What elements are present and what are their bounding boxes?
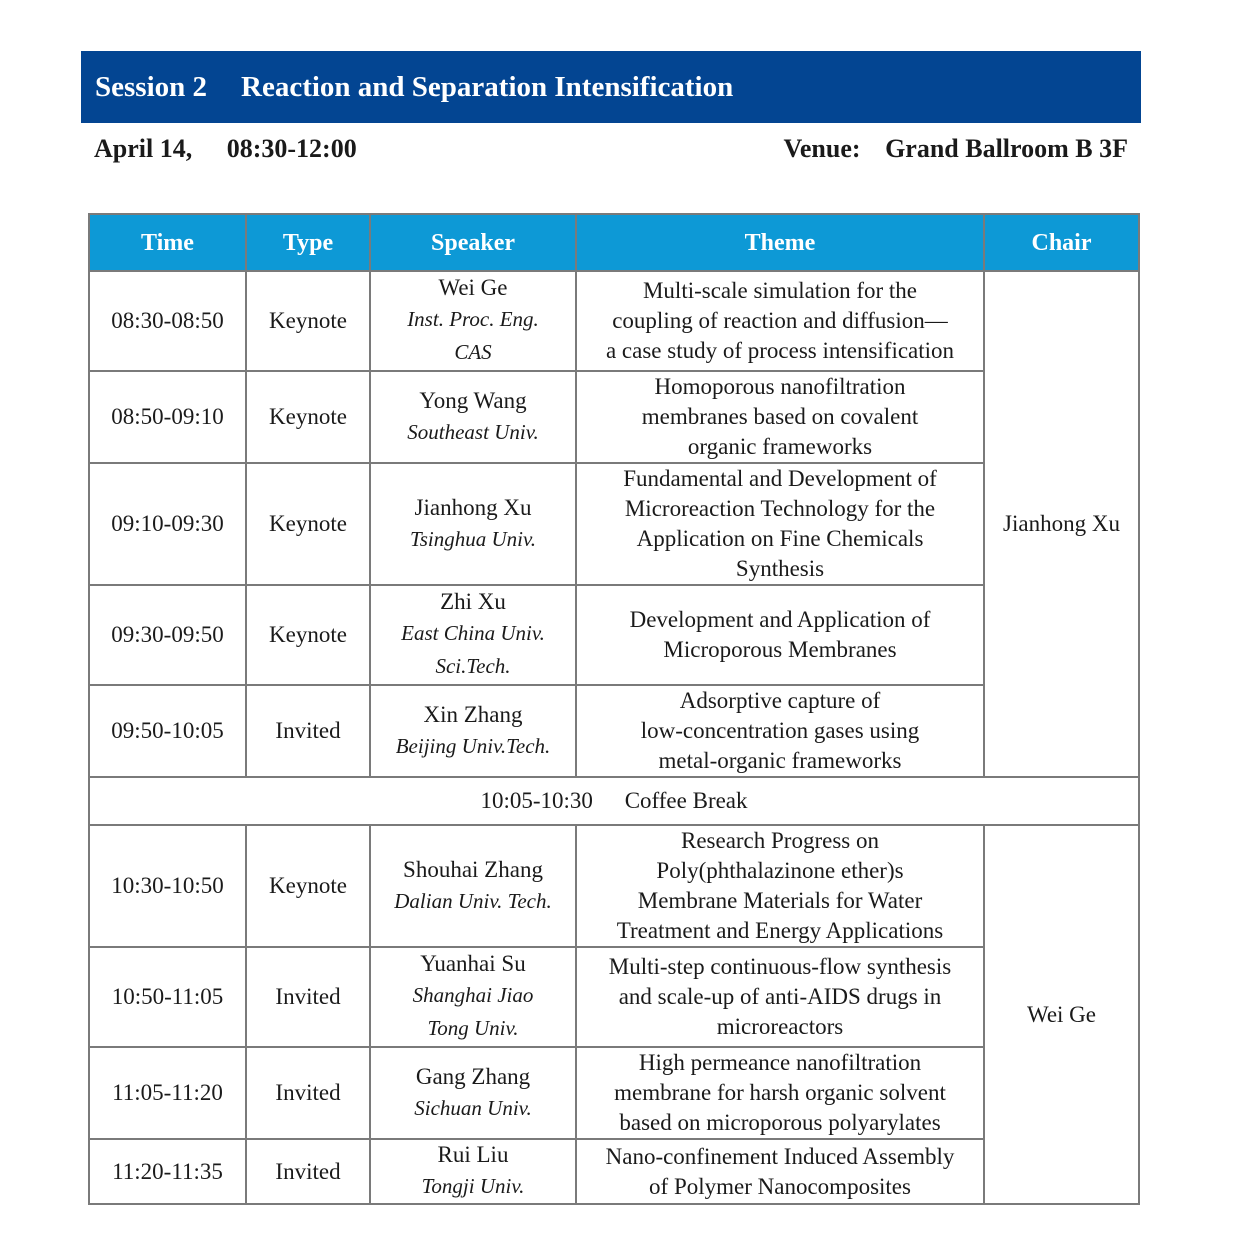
speaker-affiliation: Dalian Univ. Tech. bbox=[394, 888, 552, 913]
theme-line: Synthesis bbox=[735, 556, 825, 581]
row-theme bbox=[576, 463, 984, 585]
speaker-affiliation: Sci.Tech. bbox=[435, 654, 511, 678]
table-row bbox=[89, 271, 1139, 371]
theme-line: metal-organic frameworks bbox=[658, 748, 902, 773]
row-theme bbox=[576, 371, 984, 463]
speaker-affiliation: CAS bbox=[454, 340, 492, 364]
speaker-name: Zhi Xu bbox=[440, 589, 506, 614]
row-speaker bbox=[370, 1047, 576, 1139]
row-type: Keynote bbox=[246, 371, 370, 463]
speaker-affiliation: Shanghai Jiao bbox=[412, 983, 534, 1007]
row-theme bbox=[576, 685, 984, 777]
speaker-affiliation: Tong Univ. bbox=[427, 1016, 519, 1040]
row-speaker bbox=[370, 685, 576, 777]
session-venue bbox=[784, 134, 1129, 164]
theme-line: microreactors bbox=[716, 1014, 844, 1039]
speaker-name: Rui Liu bbox=[437, 1142, 509, 1167]
theme-line: membranes based on covalent bbox=[641, 404, 919, 429]
row-time: 08:30-08:50 bbox=[89, 271, 246, 371]
speaker-name: Wei Ge bbox=[438, 275, 508, 300]
header-time: Time bbox=[89, 214, 246, 271]
row-time: 08:50-09:10 bbox=[89, 371, 246, 463]
break-row bbox=[89, 777, 1139, 825]
speaker-affiliation: Southeast Univ. bbox=[407, 419, 539, 444]
table-row bbox=[89, 585, 1139, 685]
theme-line: Multi-scale simulation for the bbox=[642, 278, 918, 303]
session-number: Session 2 bbox=[95, 70, 208, 103]
theme-line: low-concentration gases using bbox=[640, 718, 920, 743]
row-theme bbox=[576, 947, 984, 1047]
row-type: Keynote bbox=[246, 463, 370, 585]
venue-label: Venue: bbox=[783, 134, 861, 163]
row-type: Keynote bbox=[246, 271, 370, 371]
speaker-name: Shouhai Zhang bbox=[403, 856, 543, 882]
row-theme bbox=[576, 1139, 984, 1204]
row-time: 10:50-11:05 bbox=[89, 947, 246, 1047]
break-time: 10:05-10:30 bbox=[480, 788, 593, 813]
speaker-name: Xin Zhang bbox=[423, 701, 523, 727]
theme-line: Microporous Membranes bbox=[663, 637, 897, 662]
theme-line: High permeance nanofiltration bbox=[638, 1050, 922, 1075]
row-speaker bbox=[370, 463, 576, 585]
table-row bbox=[89, 463, 1139, 585]
row-speaker bbox=[370, 371, 576, 463]
header-type: Type bbox=[246, 214, 370, 271]
row-type: Invited bbox=[246, 947, 370, 1047]
session-date: April 14, bbox=[94, 134, 193, 163]
header-speaker: Speaker bbox=[370, 214, 576, 271]
speaker-name: Yuanhai Su bbox=[420, 951, 526, 976]
speaker-name: Yong Wang bbox=[419, 387, 527, 413]
row-theme bbox=[576, 585, 984, 685]
speaker-name: Gang Zhang bbox=[415, 1063, 531, 1089]
table-row bbox=[89, 685, 1139, 777]
speaker-affiliation: Sichuan Univ. bbox=[414, 1095, 532, 1120]
theme-line: organic frameworks bbox=[687, 434, 873, 459]
row-time: 09:50-10:05 bbox=[89, 685, 246, 777]
row-type: Invited bbox=[246, 1047, 370, 1139]
theme-line: membrane for harsh organic solvent bbox=[614, 1080, 946, 1105]
theme-line: Microreaction Technology for the bbox=[624, 496, 936, 521]
theme-line: Application on Fine Chemicals bbox=[636, 526, 924, 551]
row-speaker bbox=[370, 271, 576, 371]
theme-line: a case study of process intensification bbox=[605, 338, 955, 363]
table-header-row bbox=[89, 214, 1139, 271]
row-time: 11:20-11:35 bbox=[89, 1139, 246, 1204]
theme-line: Development and Application of bbox=[629, 607, 931, 632]
row-type: Keynote bbox=[246, 825, 370, 947]
row-time: 11:05-11:20 bbox=[89, 1047, 246, 1139]
theme-line: Homoporous nanofiltration bbox=[654, 374, 906, 399]
row-theme bbox=[576, 1047, 984, 1139]
session-banner bbox=[81, 51, 1141, 123]
chair-cell: Wei Ge bbox=[984, 825, 1139, 1204]
schedule-table bbox=[88, 213, 1140, 1205]
row-type: Invited bbox=[246, 685, 370, 777]
row-speaker bbox=[370, 825, 576, 947]
theme-line: and scale-up of anti-AIDS drugs in bbox=[618, 984, 942, 1009]
theme-line: coupling of reaction and diffusion— bbox=[612, 308, 948, 333]
theme-line: Fundamental and Development of bbox=[623, 466, 937, 491]
table-row bbox=[89, 371, 1139, 463]
row-time: 09:10-09:30 bbox=[89, 463, 246, 585]
venue-name: Grand Ballroom B 3F bbox=[885, 134, 1128, 163]
speaker-affiliation: East China Univ. bbox=[401, 621, 545, 645]
row-theme bbox=[576, 271, 984, 371]
table-row bbox=[89, 1139, 1139, 1204]
theme-line: Nano-confinement Induced Assembly bbox=[605, 1143, 955, 1169]
break-cell bbox=[89, 777, 1139, 825]
row-time: 10:30-10:50 bbox=[89, 825, 246, 947]
row-type: Keynote bbox=[246, 585, 370, 685]
theme-line: Membrane Materials for Water bbox=[637, 888, 923, 913]
row-speaker bbox=[370, 585, 576, 685]
header-theme: Theme bbox=[576, 214, 984, 271]
theme-line: based on microporous polyarylates bbox=[619, 1110, 941, 1135]
session-meta bbox=[94, 132, 1128, 166]
theme-line: of Polymer Nanocomposites bbox=[649, 1173, 911, 1199]
row-time: 09:30-09:50 bbox=[89, 585, 246, 685]
table-row bbox=[89, 825, 1139, 947]
session-title: Reaction and Separation Intensification bbox=[241, 70, 734, 103]
theme-line: Multi-step continuous-flow synthesis bbox=[608, 954, 952, 979]
theme-line: Research Progress on bbox=[680, 828, 879, 853]
speaker-name: Jianhong Xu bbox=[414, 494, 532, 520]
row-type: Invited bbox=[246, 1139, 370, 1204]
break-label: Coffee Break bbox=[624, 788, 748, 813]
theme-line: Adsorptive capture of bbox=[679, 688, 881, 713]
theme-line: Poly(phthalazinone ether)s bbox=[656, 858, 904, 883]
theme-line: Treatment and Energy Applications bbox=[616, 918, 944, 943]
row-speaker bbox=[370, 1139, 576, 1204]
table-row bbox=[89, 947, 1139, 1047]
speaker-affiliation: Inst. Proc. Eng. bbox=[407, 307, 539, 331]
session-time: 08:30-12:00 bbox=[226, 134, 357, 163]
header-chair: Chair bbox=[984, 214, 1139, 271]
speaker-affiliation: Tongji Univ. bbox=[421, 1174, 525, 1198]
row-theme bbox=[576, 825, 984, 947]
row-speaker bbox=[370, 947, 576, 1047]
session-datetime bbox=[94, 134, 357, 164]
table-row bbox=[89, 1047, 1139, 1139]
chair-cell: Jianhong Xu bbox=[984, 271, 1139, 777]
speaker-affiliation: Beijing Univ.Tech. bbox=[395, 733, 551, 758]
speaker-affiliation: Tsinghua Univ. bbox=[409, 526, 537, 551]
